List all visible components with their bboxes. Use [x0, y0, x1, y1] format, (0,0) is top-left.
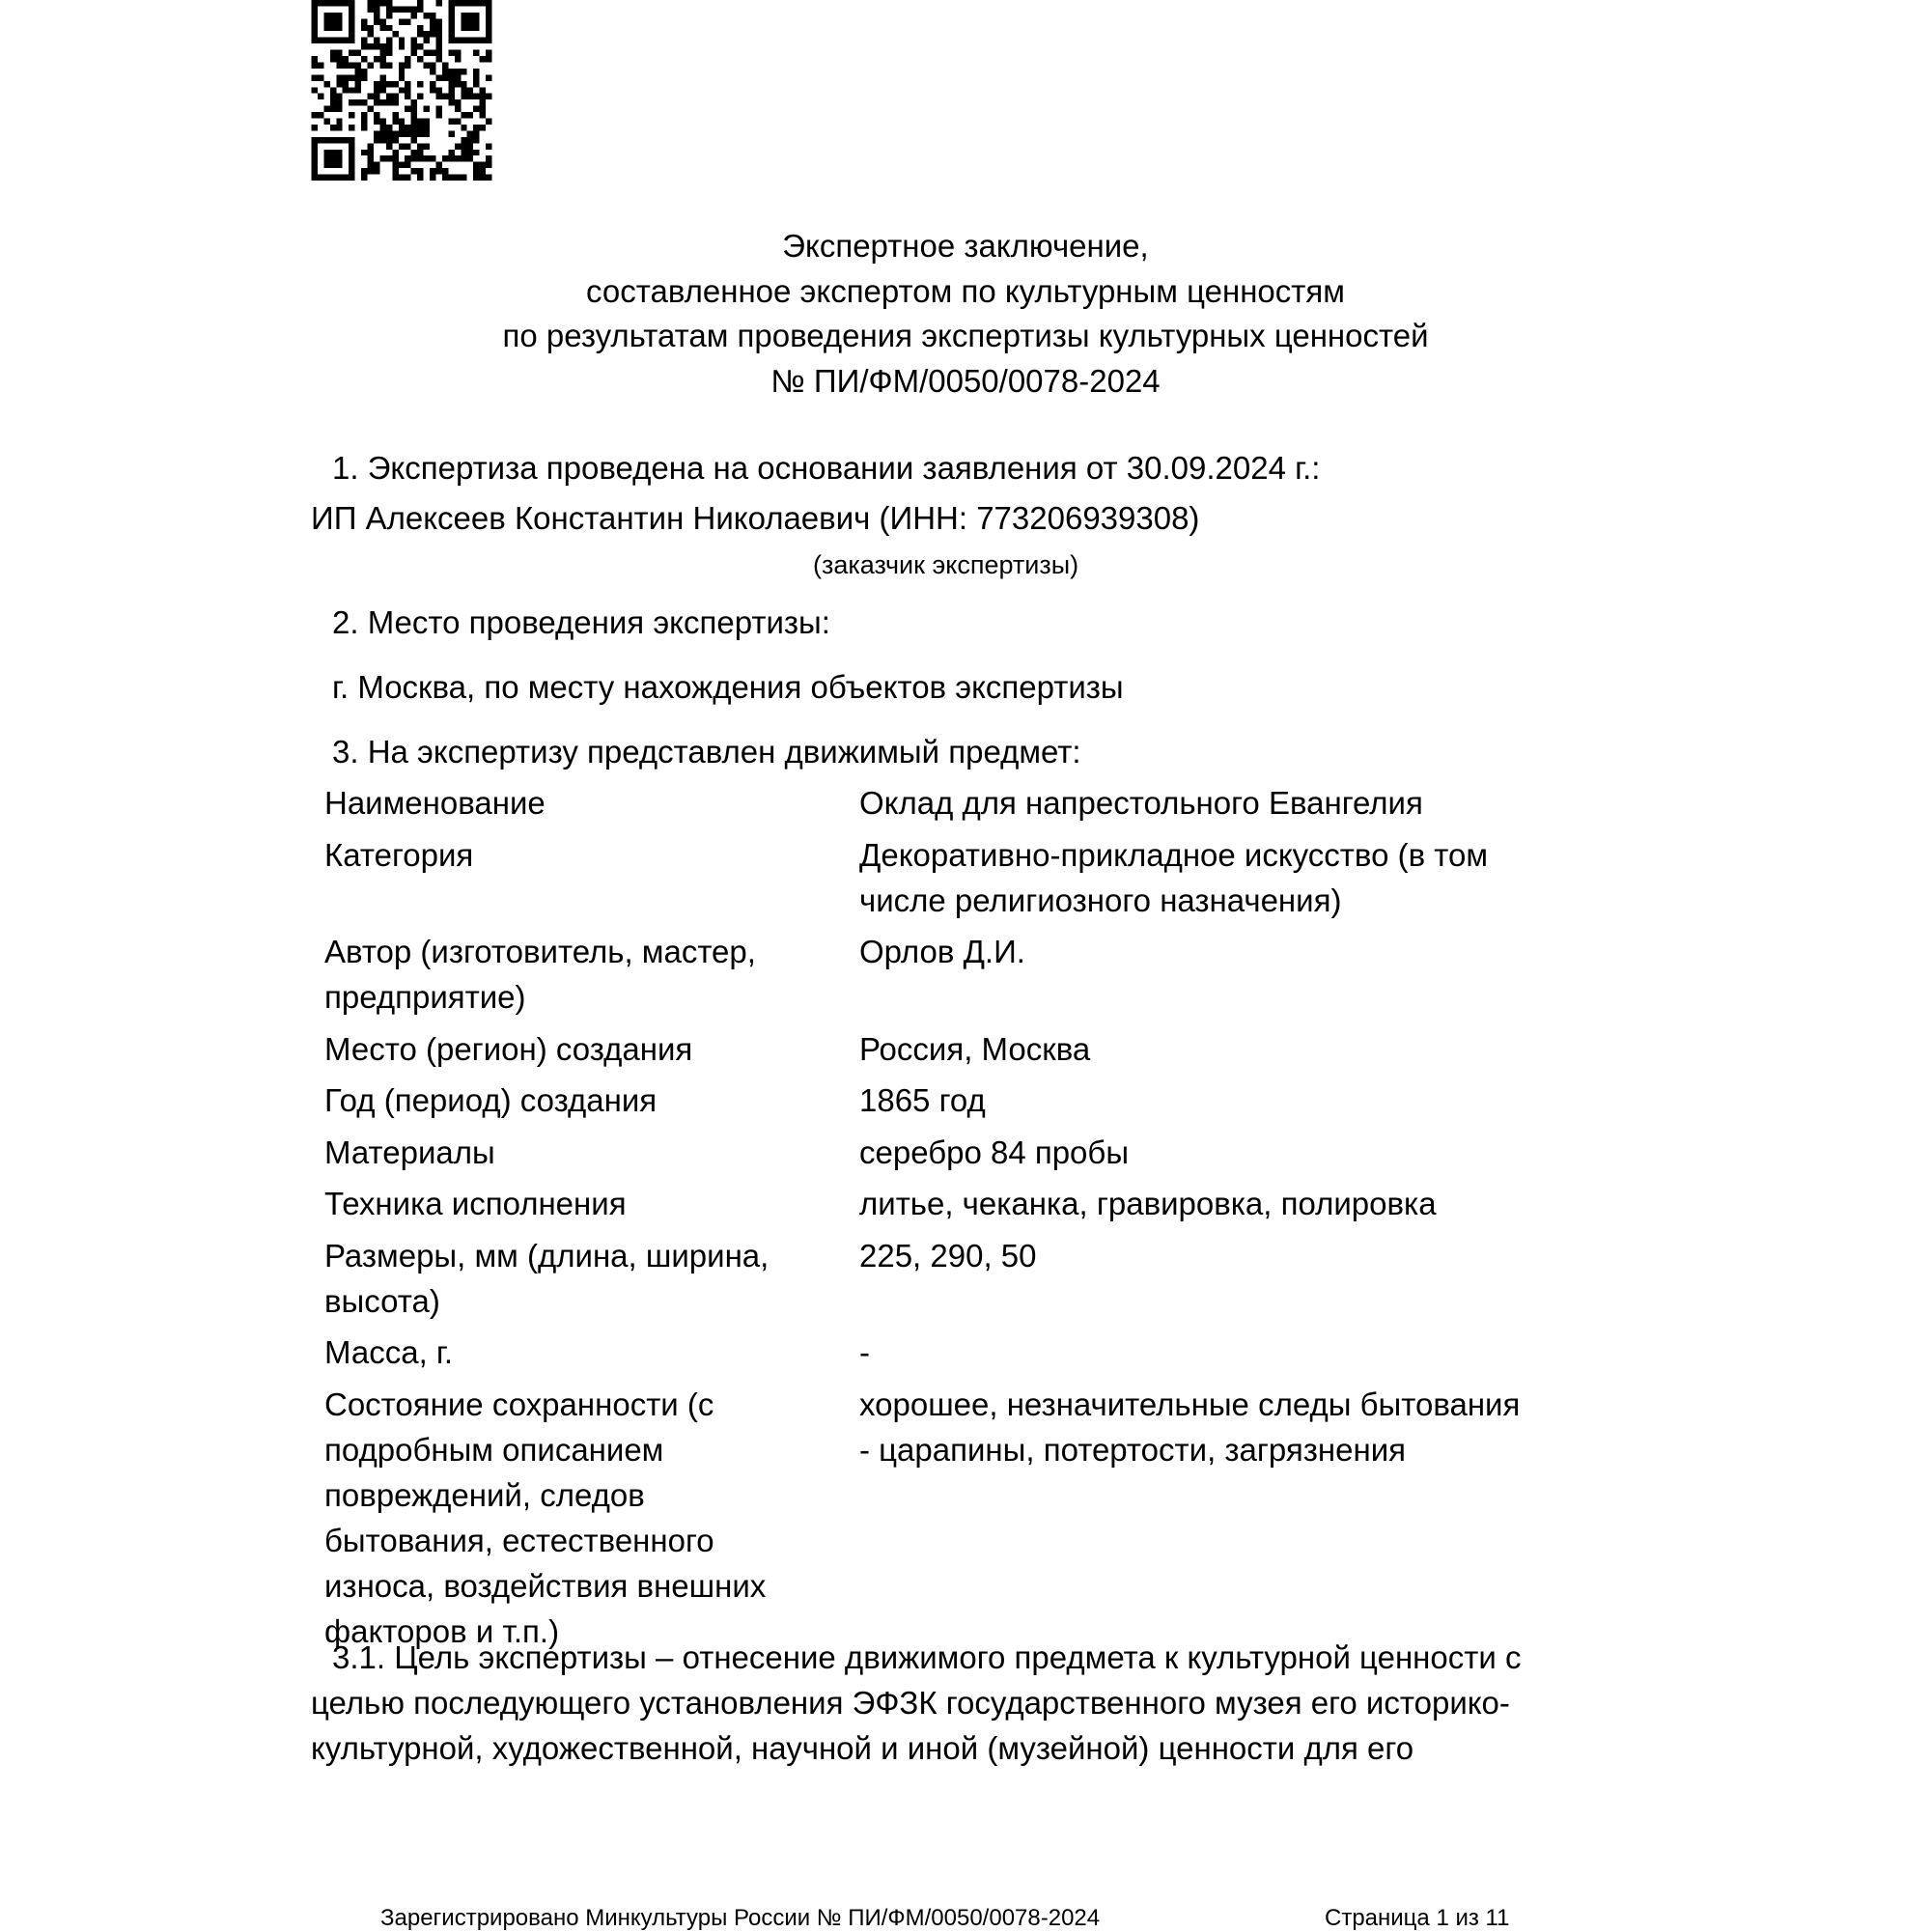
- customer-note: (заказчик экспертизы): [813, 550, 1079, 579]
- section-3-1-purpose: [311, 1635, 1643, 1771]
- row-value: литье, чеканка, гравировка, полировка: [859, 1186, 1437, 1221]
- row-value: -: [859, 1334, 870, 1370]
- row-value: серебро 84 пробы: [859, 1134, 1130, 1170]
- row-label: Наименование: [324, 785, 546, 821]
- footer-registration: Зарегистрировано Минкультуры России № ПИ/ФМ/0050/0078-2024: [380, 1905, 1101, 1931]
- table-row: [311, 1382, 1643, 1654]
- purpose-line-1: 3.1. Цель экспертизы – отнесение движимого предмета к культурной ценности с: [332, 1639, 1522, 1675]
- customer-name: ИП Алексеев Константин Николаевич (ИНН: 773206939308): [311, 500, 1200, 536]
- row-value: 225, 290, 50: [859, 1237, 1037, 1274]
- row-label: Размеры, мм (длина, ширина, высота): [324, 1237, 770, 1319]
- section-2-value: г. Москва, по месту нахождения объектов экспертизы: [332, 669, 1124, 705]
- title-line-2: составленное экспертом по культурным ценностям: [586, 272, 1345, 309]
- row-label: Материалы: [324, 1134, 495, 1170]
- page-number: Страница 1 из 11: [1325, 1905, 1510, 1931]
- section-2-heading: 2. Место проведения экспертизы:: [332, 604, 830, 640]
- document-title: [0, 224, 1931, 404]
- title-line-1: Экспертное заключение,: [782, 228, 1149, 264]
- table-row: [311, 929, 1643, 1020]
- row-label: Состояние сохранности (с подробным описанием повреждений, следов бытования, естественного износа, воздействия внешних факторов и т.п.): [324, 1386, 767, 1649]
- qr-modules: [312, 0, 492, 181]
- table-row: [311, 1026, 1643, 1072]
- row-label: Автор (изготовитель, мастер, предприятие): [324, 934, 756, 1015]
- row-value: 1865 год: [859, 1082, 986, 1118]
- row-label: Год (период) создания: [324, 1082, 658, 1118]
- purpose-line-3: культурной, художественной, научной и иной (музейной) ценности для его: [311, 1730, 1414, 1766]
- purpose-line-2: целью последующего установления ЭФЗК государственного музея его историко-: [311, 1685, 1510, 1721]
- table-row: [311, 1330, 1643, 1375]
- row-label: Масса, г.: [324, 1334, 454, 1370]
- section-3-heading: 3. На экспертизу представлен движимый предмет:: [332, 734, 1081, 770]
- title-line-4: № ПИ/ФМ/0050/0078-2024: [770, 362, 1161, 399]
- row-value: хорошее, незначительные следы бытования - царапины, потертости, загрязнения: [859, 1386, 1521, 1468]
- row-value: Декоративно-прикладное искусство (в том числе религиозного назначения): [859, 836, 1489, 918]
- row-value: Россия, Москва: [859, 1030, 1091, 1067]
- qr-code: [309, 0, 494, 181]
- item-details-table: [311, 780, 1643, 1660]
- row-value: Орлов Д.И.: [859, 934, 1025, 969]
- table-row: [311, 780, 1643, 826]
- table-row: [311, 1078, 1643, 1123]
- title-line-3: по результатам проведения экспертизы культурных ценностей: [502, 318, 1429, 353]
- row-label: Категория: [324, 836, 474, 873]
- table-row: [311, 1233, 1643, 1324]
- table-row: [311, 832, 1643, 923]
- row-label: Техника исполнения: [324, 1186, 627, 1221]
- section-1-heading: 1. Экспертиза проведена на основании заявления от 30.09.2024 г.:: [332, 450, 1321, 486]
- row-label: Место (регион) создания: [324, 1030, 693, 1067]
- row-value: Оклад для напрестольного Евангелия: [859, 785, 1423, 821]
- table-row: [311, 1181, 1643, 1226]
- table-row: [311, 1130, 1643, 1175]
